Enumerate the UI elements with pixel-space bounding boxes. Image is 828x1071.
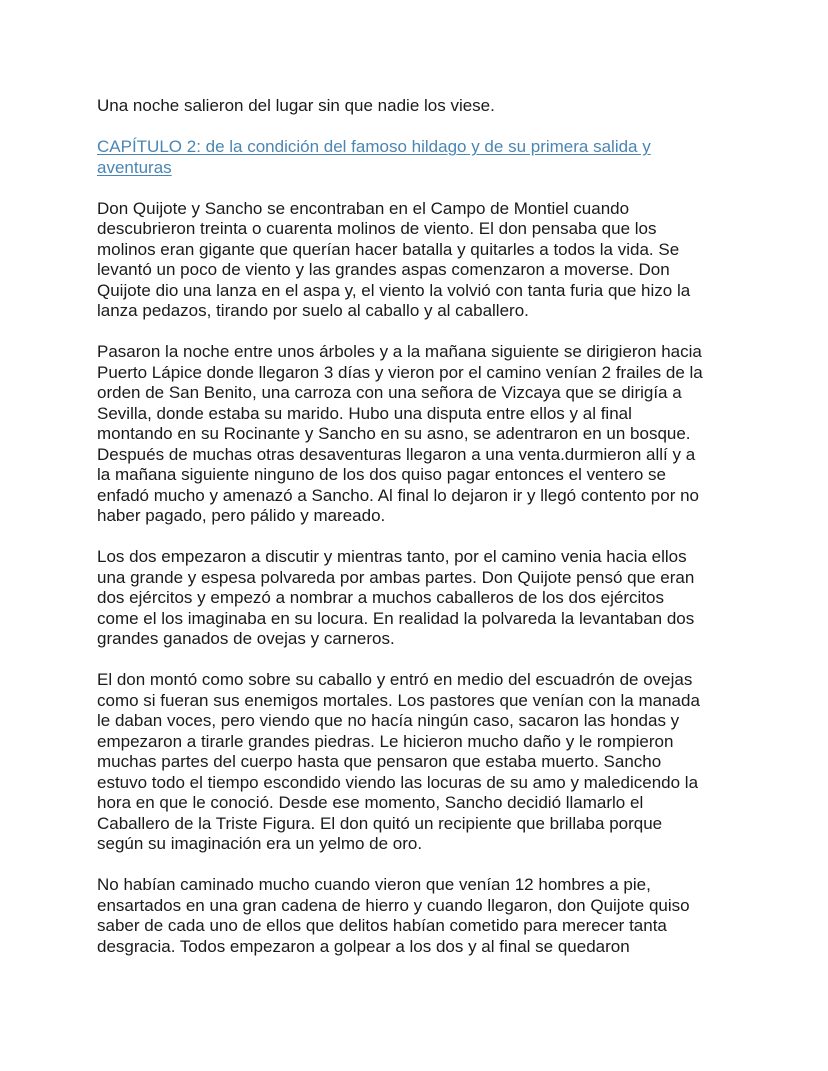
text-line: Quijote dio una lanza en el aspa y, el viento la volvió con tanta furia que hizo la [97,280,691,300]
text-line: orden de San Benito, una carroza con una señora de Vizcaya que se dirigía a [97,383,682,402]
text-line: hora en que le conoció. Desde ese momento, Sancho decidió llamarlo el [97,793,644,812]
text-line: grandes ganados de ovejas y carneros. [97,629,395,648]
text-line: lanza pedazos, tirando por suelo al caballo y al caballero. [97,301,529,320]
text-line: Sevilla, donde estaba su marido. Hubo una disputa entre ellos y al final [97,403,632,423]
text-line: le daban voces, pero viendo que no hacía ningún caso, sacaron las hondas y [97,711,680,730]
text-line: según su imaginación era un yelmo de oro. [97,834,423,853]
text-line: No habían caminado mucho cuando vieron que venían 12 hombres a pie, [97,875,651,894]
text-line: montando en su Rocinante y Sancho en su asno, se adentraron en un bosque. [97,424,691,443]
text-line: come el los imaginaba en su locura. En realidad la polvareda la levantaban dos [97,608,695,628]
text-line: desgracia. Todos empezaron a golpear a los dos y al final se quedaron [97,936,630,956]
text-line: enfadó mucho y amenazó a Sancho. Al final lo dejaron ir y llegó contento por no [97,485,699,505]
text-line: Una noche salieron del lugar sin que nadie los viese. [97,96,495,115]
text-line: muchas partes del cuerpo hasta que pensaron que estaba muerto. Sancho [97,752,662,771]
text-line: El don montó como sobre su caballo y entró en medio del escuadrón de ovejas [97,670,693,689]
text-line: Caballero de la Triste Figura. El don quitó un recipiente que brillaba porque [97,813,663,833]
text-line: CAPÍTULO 2: de la condición del famoso hildago y de su primera salida y [97,137,651,156]
text-line: dos ejércitos y empezó a nombrar a muchos caballeros de los dos ejércitos [97,588,664,607]
chapter-heading-link[interactable] [97,137,737,178]
text-line: Puerto Lápice donde llegaron 3 días y vieron por el camino venían 2 frailes de la [97,362,703,382]
paragraph-3 [97,547,737,650]
text-line: levantó un poco de viento y las grandes aspas comenzaron a moverse. Don [97,260,670,279]
text-line: Después de muchas otras desaventuras llegaron a una venta.durmieron allí y a [97,444,696,464]
text-line: saber de cada uno de ellos que delitos habían cometido para merecer tanta [97,916,667,935]
text-line: molinos eran gigante que querían hacer batalla y quitarles a todos la vida. Se [97,239,680,259]
text-line: Pasaron la noche entre unos árboles y a la mañana siguiente se dirigieron hacia [97,342,702,361]
text-line: ensartados en una gran cadena de hierro y cuando llegaron, don Quijote quiso [97,895,690,915]
text-line: Los dos empezaron a discutir y mientras tanto, por el camino venia hacia ellos [97,547,687,566]
text-line: estuvo todo el tiempo escondido viendo las locuras de su amo y maledicendo la [97,772,699,792]
document-page [97,96,737,978]
text-line: descubrieron treinta o cuarenta molinos de viento. El don pensaba que los [97,219,657,238]
paragraph-5 [97,875,737,957]
paragraph-1 [97,199,737,322]
intro-paragraph [97,96,737,117]
text-line: la mañana siguiente ninguno de los dos quiso pagar entonces el ventero se [97,465,666,484]
text-line: Don Quijote y Sancho se encontraban en el Campo de Montiel cuando [97,198,630,218]
text-line: haber pagado, pero pálido y mareado. [97,506,386,525]
text-line: empezaron a tirarle grandes piedras. Le hicieron mucho daño y le rompieron [97,731,674,751]
text-line: como si fueran sus enemigos mortales. Los pastores que venían con la manada [97,690,700,710]
chapter-heading [97,137,737,178]
text-line: una grande y espesa polvareda por ambas partes. Don Quijote pensó que eran [97,567,695,587]
text-line: aventuras [97,157,172,177]
paragraph-2 [97,342,737,527]
paragraph-4 [97,670,737,855]
